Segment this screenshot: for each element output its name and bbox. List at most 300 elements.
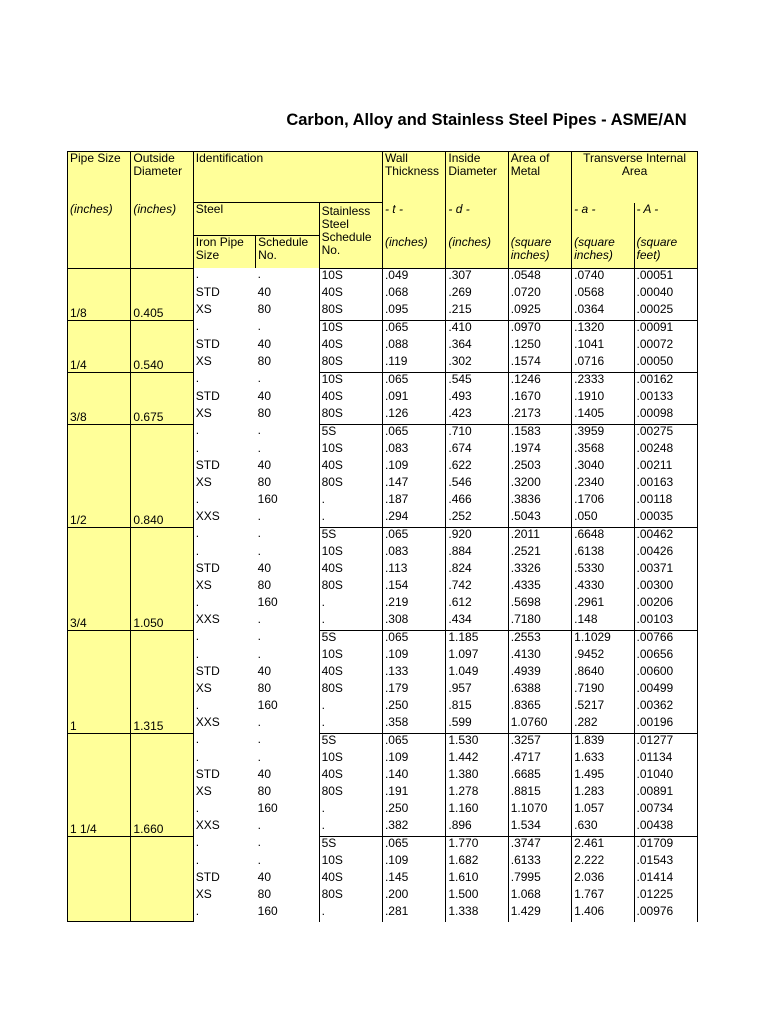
iron-pipe-size-cell: . [195, 698, 200, 712]
wall-thickness-cell: .281 [382, 905, 445, 922]
stainless-schedule-cell: 10S [319, 442, 382, 459]
area-of-metal-cell: .0720 [508, 286, 571, 303]
header-steel: Steel [193, 203, 319, 236]
stainless-schedule-cell: 40S [319, 390, 382, 407]
internal-area-sq-in-cell: .3040 [572, 459, 634, 476]
stainless-schedule-cell: 40S [319, 338, 382, 355]
area-of-metal-cell: .2521 [508, 545, 571, 562]
internal-area-sq-ft-cell: .00050 [634, 355, 697, 373]
stainless-schedule-cell: . [319, 819, 382, 837]
iron-pipe-size-cell: XS [195, 354, 212, 368]
area-of-metal-cell: .2553 [508, 630, 571, 648]
area-of-metal-cell: 1.1070 [508, 802, 571, 819]
area-of-metal-cell: .5698 [508, 596, 571, 613]
schedule-no-cell: 80 [256, 682, 319, 699]
stainless-schedule-cell: . [319, 510, 382, 528]
internal-area-sq-in-cell: 1.839 [572, 733, 634, 751]
pipe-size-cell: 3/4 [68, 527, 131, 630]
inside-diameter-cell: .302 [446, 355, 508, 373]
header-pipe-size: Pipe Size [68, 152, 131, 203]
iron-pipe-size-cell: . [195, 853, 200, 867]
iron-pipe-size-cell: XS [195, 887, 212, 901]
iron-pipe-size-cell: STD [195, 767, 220, 781]
internal-area-sq-in-cell: .6648 [572, 527, 634, 545]
stainless-schedule-cell: 80S [319, 407, 382, 425]
stainless-schedule-cell: 80S [319, 888, 382, 905]
iron-pipe-size-cell: . [195, 424, 200, 437]
schedule-no-cell: 80 [256, 785, 319, 802]
inside-diameter-cell: 1.380 [446, 768, 508, 785]
inside-diameter-cell: .896 [446, 819, 508, 837]
page-title: Carbon, Alloy and Stainless Steel Pipes - ASME/AN [286, 111, 687, 129]
wall-thickness-cell: .049 [382, 268, 445, 286]
inside-diameter-cell: .957 [446, 682, 508, 699]
internal-area-sq-ft-cell: .00025 [634, 303, 697, 321]
internal-area-sq-in-cell: 1.283 [572, 785, 634, 802]
internal-area-sq-ft-cell: .00098 [634, 407, 697, 425]
table-row [68, 733, 698, 751]
outside-diameter-cell: 1.315 [131, 630, 193, 733]
internal-area-sq-ft-cell: .00035 [634, 510, 697, 528]
area-of-metal-cell: 1.429 [508, 905, 571, 922]
internal-area-sq-in-cell: .1910 [572, 390, 634, 407]
iron-pipe-size-cell: . [195, 492, 200, 506]
stainless-schedule-cell: 10S [319, 545, 382, 562]
iron-pipe-size-cell: XS [195, 302, 212, 316]
internal-area-sq-ft-cell: .00362 [634, 699, 697, 716]
area-of-metal-cell: .7995 [508, 871, 571, 888]
inside-diameter-cell: 1.682 [446, 854, 508, 871]
iron-pipe-size-cell: . [195, 441, 200, 455]
inside-diameter-cell: .622 [446, 459, 508, 476]
internal-area-sq-ft-cell: .00656 [634, 648, 697, 665]
internal-area-sq-in-cell: 1.057 [572, 802, 634, 819]
inside-diameter-cell: .546 [446, 476, 508, 493]
schedule-no-cell: 80 [256, 303, 319, 321]
schedule-no-cell: 160 [256, 905, 319, 922]
schedule-no-cell: . [256, 320, 319, 338]
area-of-metal-cell: .4335 [508, 579, 571, 596]
wall-thickness-cell: .065 [382, 733, 445, 751]
wall-thickness-cell: .154 [382, 579, 445, 596]
pipe-size-cell: 1 1/4 [68, 733, 131, 836]
inside-diameter-cell: 1.610 [446, 871, 508, 888]
stainless-schedule-cell: 40S [319, 768, 382, 785]
area-of-metal-cell: .5043 [508, 510, 571, 528]
iron-pipe-size-cell: . [195, 320, 200, 333]
internal-area-sq-in-cell: .2333 [572, 372, 634, 390]
schedule-no-cell: . [256, 751, 319, 768]
area-of-metal-cell: .4130 [508, 648, 571, 665]
area-of-metal-cell: .1583 [508, 424, 571, 442]
stainless-schedule-cell: 10S [319, 648, 382, 665]
area-of-metal-cell: .7180 [508, 613, 571, 631]
schedule-no-cell: . [256, 630, 319, 648]
schedule-no-cell: . [256, 613, 319, 631]
pipe-size-cell: 1/4 [68, 320, 131, 372]
iron-pipe-size-cell: XS [195, 475, 212, 489]
inside-diameter-cell: .884 [446, 545, 508, 562]
header-t-symbol: - t - [382, 203, 445, 236]
internal-area-sq-in-cell: 1.495 [572, 768, 634, 785]
area-of-metal-cell: .2173 [508, 407, 571, 425]
stainless-schedule-cell: 5S [319, 630, 382, 648]
stainless-schedule-cell: . [319, 699, 382, 716]
stainless-schedule-cell: 10S [319, 320, 382, 338]
inside-diameter-cell: .493 [446, 390, 508, 407]
stainless-schedule-cell: 40S [319, 459, 382, 476]
internal-area-sq-ft-cell: .00091 [634, 320, 697, 338]
internal-area-sq-ft-cell: .01134 [634, 751, 697, 768]
internal-area-sq-in-cell: .0568 [572, 286, 634, 303]
inside-diameter-cell: 1.442 [446, 751, 508, 768]
schedule-no-cell: . [256, 716, 319, 734]
outside-diameter-cell: 0.840 [131, 424, 193, 527]
internal-area-sq-ft-cell: .01277 [634, 733, 697, 751]
inside-diameter-cell: .252 [446, 510, 508, 528]
schedule-no-cell: 80 [256, 355, 319, 373]
stainless-schedule-cell: 10S [319, 372, 382, 390]
schedule-no-cell: . [256, 424, 319, 442]
wall-thickness-cell: .065 [382, 527, 445, 545]
internal-area-sq-in-cell: 1.1029 [572, 630, 634, 648]
stainless-schedule-cell: 80S [319, 303, 382, 321]
internal-area-sq-ft-cell: .01225 [634, 888, 697, 905]
inside-diameter-cell: .920 [446, 527, 508, 545]
header-inside-diameter: Inside Diameter [446, 152, 508, 203]
internal-area-sq-ft-cell: .00891 [634, 785, 697, 802]
area-of-metal-cell: .0548 [508, 268, 571, 286]
wall-thickness-cell: .179 [382, 682, 445, 699]
internal-area-sq-ft-cell: .00051 [634, 268, 697, 286]
inside-diameter-cell: .215 [446, 303, 508, 321]
schedule-no-cell: . [256, 819, 319, 837]
iron-pipe-size-cell: . [195, 595, 200, 609]
internal-area-sq-in-cell: .1041 [572, 338, 634, 355]
pipe-size-cell: 1/2 [68, 424, 131, 527]
schedule-no-cell: 160 [256, 699, 319, 716]
wall-thickness-cell: .065 [382, 320, 445, 338]
internal-area-sq-ft-cell: .01543 [634, 854, 697, 871]
area-of-metal-cell: .1574 [508, 355, 571, 373]
stainless-schedule-cell: 80S [319, 355, 382, 373]
internal-area-sq-in-cell: .3568 [572, 442, 634, 459]
internal-area-sq-in-cell: .5330 [572, 562, 634, 579]
internal-area-sq-ft-cell: .00040 [634, 286, 697, 303]
internal-area-sq-ft-cell: .00499 [634, 682, 697, 699]
pipe-size-cell: 1/8 [68, 268, 131, 320]
header-area-blank [508, 203, 571, 236]
area-of-metal-cell: 1.068 [508, 888, 571, 905]
area-of-metal-cell: .3200 [508, 476, 571, 493]
pipe-dimensions-table [67, 151, 698, 922]
inside-diameter-cell: 1.530 [446, 733, 508, 751]
inside-diameter-cell: 1.338 [446, 905, 508, 922]
stainless-schedule-cell: . [319, 596, 382, 613]
wall-thickness-cell: .308 [382, 613, 445, 631]
internal-area-sq-ft-cell: .00163 [634, 476, 697, 493]
schedule-no-cell: . [256, 545, 319, 562]
internal-area-sq-ft-cell: .01040 [634, 768, 697, 785]
inside-diameter-cell: .307 [446, 268, 508, 286]
internal-area-sq-in-cell: .5217 [572, 699, 634, 716]
area-of-metal-cell: .1974 [508, 442, 571, 459]
stainless-schedule-cell: 10S [319, 268, 382, 286]
header-inside-unit: (inches) [446, 236, 508, 269]
iron-pipe-size-cell: STD [195, 664, 220, 678]
inside-diameter-cell: .742 [446, 579, 508, 596]
wall-thickness-cell: .140 [382, 768, 445, 785]
wall-thickness-cell: .065 [382, 372, 445, 390]
schedule-no-cell: 40 [256, 286, 319, 303]
iron-pipe-size-cell: STD [195, 337, 220, 351]
iron-pipe-size-cell: . [195, 733, 200, 746]
area-of-metal-cell: .2503 [508, 459, 571, 476]
internal-area-sq-in-cell: .7190 [572, 682, 634, 699]
wall-thickness-cell: .250 [382, 699, 445, 716]
outside-diameter-cell [131, 836, 193, 922]
header-wall-unit: (inches) [382, 236, 445, 269]
internal-area-sq-ft-cell: .00196 [634, 716, 697, 734]
wall-thickness-cell: .133 [382, 665, 445, 682]
wall-thickness-cell: .091 [382, 390, 445, 407]
area-of-metal-cell: 1.534 [508, 819, 571, 837]
header-stainless-steel-schedule: Stainless Steel Schedule No. [319, 203, 382, 269]
header-row-1 [68, 152, 698, 203]
iron-pipe-size-cell: . [195, 630, 200, 643]
internal-area-sq-ft-cell: .00976 [634, 905, 697, 922]
header-a-large-symbol: - A - [634, 203, 697, 236]
outside-diameter-cell: 0.405 [131, 268, 193, 320]
schedule-no-cell: 80 [256, 579, 319, 596]
internal-area-sq-ft-cell: .00133 [634, 390, 697, 407]
outside-diameter-cell: 1.660 [131, 733, 193, 836]
table-row [68, 630, 698, 648]
internal-area-sq-ft-cell: .00766 [634, 630, 697, 648]
stainless-schedule-cell: 80S [319, 682, 382, 699]
wall-thickness-cell: .358 [382, 716, 445, 734]
wall-thickness-cell: .382 [382, 819, 445, 837]
internal-area-sq-ft-cell: .00734 [634, 802, 697, 819]
outside-diameter-cell: 0.675 [131, 372, 193, 424]
schedule-no-cell: . [256, 854, 319, 871]
inside-diameter-cell: 1.097 [446, 648, 508, 665]
internal-area-sq-in-cell: .2340 [572, 476, 634, 493]
inside-diameter-cell: 1.185 [446, 630, 508, 648]
area-of-metal-cell: .3747 [508, 836, 571, 854]
wall-thickness-cell: .109 [382, 648, 445, 665]
internal-area-sq-ft-cell: .00600 [634, 665, 697, 682]
table-row [68, 268, 698, 286]
header-a-small-unit: (square inches) [572, 236, 634, 269]
inside-diameter-cell: .612 [446, 596, 508, 613]
internal-area-sq-in-cell: 2.036 [572, 871, 634, 888]
iron-pipe-size-cell: STD [195, 561, 220, 575]
iron-pipe-size-cell: . [195, 268, 200, 281]
table-row [68, 836, 698, 854]
iron-pipe-size-cell: . [195, 750, 200, 764]
internal-area-sq-ft-cell: .00206 [634, 596, 697, 613]
schedule-no-cell: 40 [256, 665, 319, 682]
internal-area-sq-in-cell: .9452 [572, 648, 634, 665]
area-of-metal-cell: .0970 [508, 320, 571, 338]
schedule-no-cell: . [256, 836, 319, 854]
schedule-no-cell: . [256, 510, 319, 528]
area-of-metal-cell: 1.0760 [508, 716, 571, 734]
area-of-metal-cell: .4939 [508, 665, 571, 682]
area-of-metal-cell: .1670 [508, 390, 571, 407]
schedule-no-cell: 80 [256, 476, 319, 493]
wall-thickness-cell: .065 [382, 836, 445, 854]
stainless-schedule-cell: 40S [319, 286, 382, 303]
wall-thickness-cell: .109 [382, 459, 445, 476]
internal-area-sq-in-cell: .1405 [572, 407, 634, 425]
internal-area-sq-ft-cell: .00072 [634, 338, 697, 355]
iron-pipe-size-cell: XS [195, 784, 212, 798]
wall-thickness-cell: .191 [382, 785, 445, 802]
schedule-no-cell: 80 [256, 407, 319, 425]
area-of-metal-cell: .6388 [508, 682, 571, 699]
pipe-size-cell [68, 836, 131, 922]
internal-area-sq-ft-cell: .01709 [634, 836, 697, 854]
stainless-schedule-cell: . [319, 493, 382, 510]
iron-pipe-size-cell: XXS [195, 612, 220, 626]
stainless-schedule-cell: 80S [319, 785, 382, 802]
area-of-metal-cell: .6685 [508, 768, 571, 785]
header-a-large-unit: (square feet) [634, 236, 697, 269]
schedule-no-cell: 40 [256, 459, 319, 476]
schedule-no-cell: . [256, 527, 319, 545]
inside-diameter-cell: .674 [446, 442, 508, 459]
wall-thickness-cell: .113 [382, 562, 445, 579]
internal-area-sq-in-cell: .8640 [572, 665, 634, 682]
iron-pipe-size-cell: . [195, 801, 200, 815]
internal-area-sq-in-cell: .3959 [572, 424, 634, 442]
header-wall-thickness: Wall Thickness [382, 152, 445, 203]
wall-thickness-cell: .200 [382, 888, 445, 905]
internal-area-sq-in-cell: .282 [572, 716, 634, 734]
stainless-schedule-cell: 5S [319, 836, 382, 854]
internal-area-sq-in-cell: .4330 [572, 579, 634, 596]
internal-area-sq-in-cell: .0740 [572, 268, 634, 286]
stainless-schedule-cell: . [319, 905, 382, 922]
area-of-metal-cell: .0925 [508, 303, 571, 321]
wall-thickness-cell: .065 [382, 630, 445, 648]
stainless-schedule-cell: 10S [319, 751, 382, 768]
area-of-metal-cell: .2011 [508, 527, 571, 545]
wall-thickness-cell: .109 [382, 751, 445, 768]
schedule-no-cell: 80 [256, 888, 319, 905]
schedule-no-cell: 40 [256, 338, 319, 355]
stainless-schedule-cell: 80S [319, 476, 382, 493]
header-transverse-internal-area: Transverse Internal Area [572, 152, 698, 203]
internal-area-sq-ft-cell: .00248 [634, 442, 697, 459]
table-row [68, 372, 698, 390]
internal-area-sq-in-cell: .050 [572, 510, 634, 528]
header-pipe-size-unit: (inches) [68, 203, 131, 236]
internal-area-sq-in-cell: .1706 [572, 493, 634, 510]
schedule-no-cell: . [256, 268, 319, 286]
inside-diameter-cell: .599 [446, 716, 508, 734]
wall-thickness-cell: .119 [382, 355, 445, 373]
wall-thickness-cell: .088 [382, 338, 445, 355]
stainless-schedule-cell: 5S [319, 527, 382, 545]
header-a-small-symbol: - a - [572, 203, 634, 236]
iron-pipe-size-cell: . [195, 372, 200, 385]
internal-area-sq-ft-cell: .00438 [634, 819, 697, 837]
inside-diameter-cell: 1.278 [446, 785, 508, 802]
internal-area-sq-ft-cell: .00211 [634, 459, 697, 476]
area-of-metal-cell: .1250 [508, 338, 571, 355]
internal-area-sq-in-cell: .6138 [572, 545, 634, 562]
header-identification: Identification [193, 152, 382, 203]
internal-area-sq-in-cell: 1.633 [572, 751, 634, 768]
wall-thickness-cell: .187 [382, 493, 445, 510]
schedule-no-cell: . [256, 733, 319, 751]
pipe-size-cell: 3/8 [68, 372, 131, 424]
inside-diameter-cell: 1.500 [446, 888, 508, 905]
wall-thickness-cell: .109 [382, 854, 445, 871]
header-d-symbol: - d - [446, 203, 508, 236]
internal-area-sq-ft-cell: .00462 [634, 527, 697, 545]
inside-diameter-cell: 1.160 [446, 802, 508, 819]
internal-area-sq-ft-cell: .01414 [634, 871, 697, 888]
wall-thickness-cell: .065 [382, 424, 445, 442]
area-of-metal-cell: .3326 [508, 562, 571, 579]
schedule-no-cell: 40 [256, 390, 319, 407]
inside-diameter-cell: 1.770 [446, 836, 508, 854]
internal-area-sq-in-cell: .1320 [572, 320, 634, 338]
table-row [68, 320, 698, 338]
iron-pipe-size-cell: . [195, 836, 200, 849]
iron-pipe-size-cell: XS [195, 681, 212, 695]
internal-area-sq-in-cell: .148 [572, 613, 634, 631]
internal-area-sq-in-cell: 2.222 [572, 854, 634, 871]
internal-area-sq-ft-cell: .00275 [634, 424, 697, 442]
iron-pipe-size-cell: . [195, 647, 200, 661]
wall-thickness-cell: .147 [382, 476, 445, 493]
stainless-schedule-cell: . [319, 802, 382, 819]
inside-diameter-cell: .815 [446, 699, 508, 716]
area-of-metal-cell: .1246 [508, 372, 571, 390]
iron-pipe-size-cell: . [195, 544, 200, 558]
schedule-no-cell: 160 [256, 802, 319, 819]
schedule-no-cell: 160 [256, 596, 319, 613]
inside-diameter-cell: .423 [446, 407, 508, 425]
table-row [68, 424, 698, 442]
wall-thickness-cell: .083 [382, 442, 445, 459]
internal-area-sq-in-cell: .0364 [572, 303, 634, 321]
header-area-of-metal: Area of Metal [508, 152, 571, 203]
internal-area-sq-in-cell: .2961 [572, 596, 634, 613]
wall-thickness-cell: .250 [382, 802, 445, 819]
iron-pipe-size-cell: XXS [195, 509, 220, 523]
internal-area-sq-ft-cell: .00371 [634, 562, 697, 579]
internal-area-sq-in-cell: .0716 [572, 355, 634, 373]
internal-area-sq-in-cell: .630 [572, 819, 634, 837]
stainless-schedule-cell: . [319, 716, 382, 734]
stainless-schedule-cell: 10S [319, 854, 382, 871]
iron-pipe-size-cell: STD [195, 285, 220, 299]
internal-area-sq-ft-cell: .00118 [634, 493, 697, 510]
wall-thickness-cell: .126 [382, 407, 445, 425]
schedule-no-cell: 40 [256, 768, 319, 785]
inside-diameter-cell: .710 [446, 424, 508, 442]
wall-thickness-cell: .095 [382, 303, 445, 321]
area-of-metal-cell: .3257 [508, 733, 571, 751]
internal-area-sq-ft-cell: .00300 [634, 579, 697, 596]
header-area-unit: (square inches) [508, 236, 571, 269]
